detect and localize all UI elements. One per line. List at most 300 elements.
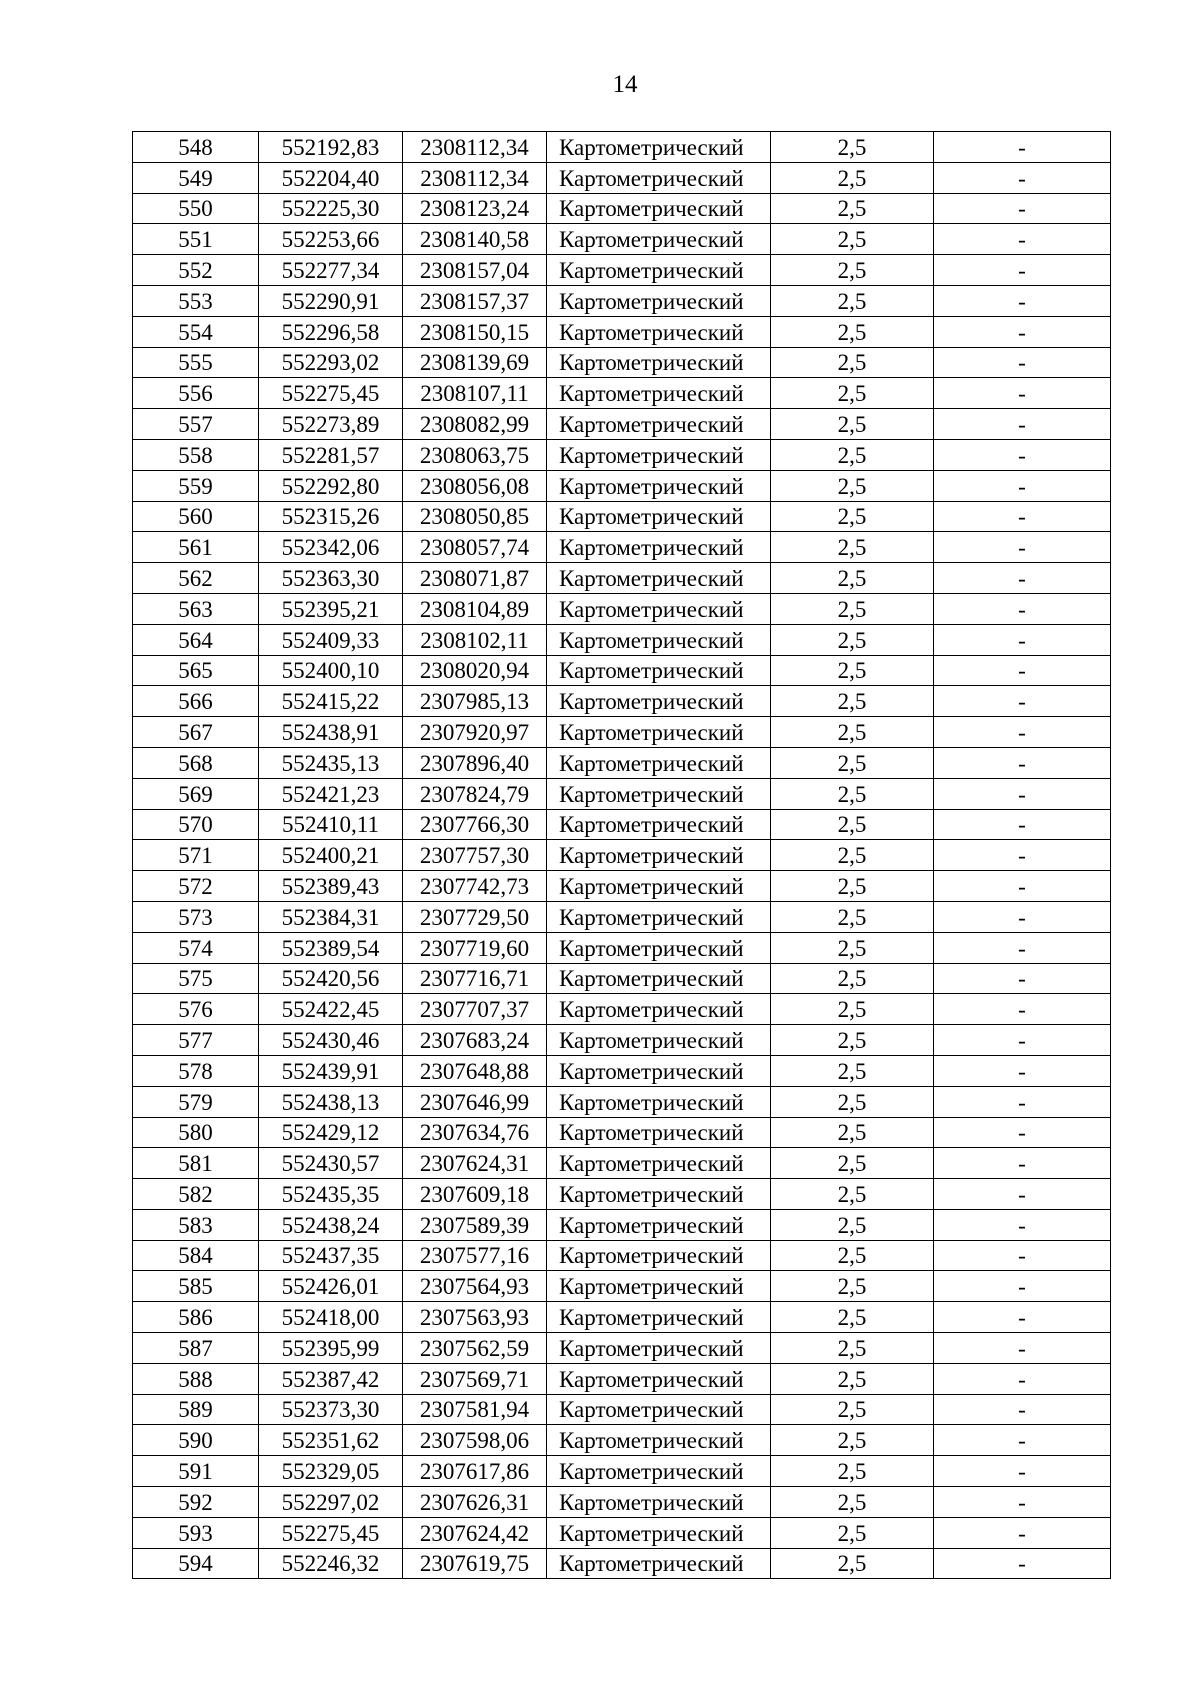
y-coordinate-cell: 2308020,94 (403, 655, 547, 686)
table-row (133, 932, 1111, 963)
accuracy-cell: 2,5 (771, 747, 934, 778)
y-coordinate-cell: 2307985,13 (403, 686, 547, 717)
table-row (133, 901, 1111, 932)
y-coordinate-cell: 2307624,31 (403, 1148, 547, 1179)
method-cell: Картометрический (547, 409, 771, 440)
accuracy-cell: 2,5 (771, 686, 934, 717)
method-cell: Картометрический (547, 1117, 771, 1148)
accuracy-cell: 2,5 (771, 655, 934, 686)
x-coordinate-cell: 552293,02 (259, 347, 403, 378)
y-coordinate-cell: 2307581,94 (403, 1394, 547, 1425)
method-cell: Картометрический (547, 501, 771, 532)
y-coordinate-cell: 2308123,24 (403, 193, 547, 224)
note-cell: - (934, 1517, 1111, 1548)
note-cell: - (934, 224, 1111, 255)
method-cell: Картометрический (547, 871, 771, 902)
accuracy-cell: 2,5 (771, 932, 934, 963)
method-cell: Картометрический (547, 747, 771, 778)
y-coordinate-cell: 2308140,58 (403, 224, 547, 255)
note-cell: - (934, 747, 1111, 778)
y-coordinate-cell: 2307609,18 (403, 1179, 547, 1210)
method-cell: Картометрический (547, 1271, 771, 1302)
table-row (133, 132, 1111, 163)
y-coordinate-cell: 2307648,88 (403, 1055, 547, 1086)
point-number-cell: 569 (133, 778, 259, 809)
point-number-cell: 562 (133, 563, 259, 594)
method-cell: Картометрический (547, 1179, 771, 1210)
method-cell: Картометрический (547, 470, 771, 501)
point-number-cell: 589 (133, 1394, 259, 1425)
x-coordinate-cell: 552437,35 (259, 1240, 403, 1271)
note-cell: - (934, 1425, 1111, 1456)
accuracy-cell: 2,5 (771, 255, 934, 286)
table-row (133, 1425, 1111, 1456)
y-coordinate-cell: 2308112,34 (403, 162, 547, 193)
note-cell: - (934, 901, 1111, 932)
note-cell: - (934, 778, 1111, 809)
note-cell: - (934, 1117, 1111, 1148)
method-cell: Картометрический (547, 1363, 771, 1394)
accuracy-cell: 2,5 (771, 1148, 934, 1179)
method-cell: Картометрический (547, 1333, 771, 1364)
method-cell: Картометрический (547, 1548, 771, 1579)
accuracy-cell: 2,5 (771, 717, 934, 748)
table-row (133, 1394, 1111, 1425)
method-cell: Картометрический (547, 439, 771, 470)
x-coordinate-cell: 552351,62 (259, 1425, 403, 1456)
y-coordinate-cell: 2308139,69 (403, 347, 547, 378)
accuracy-cell: 2,5 (771, 593, 934, 624)
point-number-cell: 588 (133, 1363, 259, 1394)
note-cell: - (934, 193, 1111, 224)
method-cell: Картометрический (547, 778, 771, 809)
point-number-cell: 584 (133, 1240, 259, 1271)
method-cell: Картометрический (547, 316, 771, 347)
table-row (133, 1487, 1111, 1518)
x-coordinate-cell: 552438,91 (259, 717, 403, 748)
method-cell: Картометрический (547, 840, 771, 871)
point-number-cell: 587 (133, 1333, 259, 1364)
x-coordinate-cell: 552409,33 (259, 624, 403, 655)
accuracy-cell: 2,5 (771, 901, 934, 932)
y-coordinate-cell: 2307564,93 (403, 1271, 547, 1302)
note-cell: - (934, 840, 1111, 871)
method-cell: Картометрический (547, 1302, 771, 1333)
note-cell: - (934, 871, 1111, 902)
x-coordinate-cell: 552384,31 (259, 901, 403, 932)
x-coordinate-cell: 552363,30 (259, 563, 403, 594)
y-coordinate-cell: 2307757,30 (403, 840, 547, 871)
note-cell: - (934, 378, 1111, 409)
y-coordinate-cell: 2307563,93 (403, 1302, 547, 1333)
point-number-cell: 558 (133, 439, 259, 470)
x-coordinate-cell: 552292,80 (259, 470, 403, 501)
x-coordinate-cell: 552400,10 (259, 655, 403, 686)
note-cell: - (934, 1548, 1111, 1579)
point-number-cell: 576 (133, 994, 259, 1025)
method-cell: Картометрический (547, 1456, 771, 1487)
accuracy-cell: 2,5 (771, 871, 934, 902)
note-cell: - (934, 316, 1111, 347)
point-number-cell: 578 (133, 1055, 259, 1086)
method-cell: Картометрический (547, 593, 771, 624)
x-coordinate-cell: 552438,13 (259, 1086, 403, 1117)
table-row (133, 285, 1111, 316)
point-number-cell: 561 (133, 532, 259, 563)
point-number-cell: 579 (133, 1086, 259, 1117)
x-coordinate-cell: 552429,12 (259, 1117, 403, 1148)
method-cell: Картометрический (547, 1025, 771, 1056)
note-cell: - (934, 162, 1111, 193)
point-number-cell: 550 (133, 193, 259, 224)
accuracy-cell: 2,5 (771, 809, 934, 840)
accuracy-cell: 2,5 (771, 439, 934, 470)
accuracy-cell: 2,5 (771, 1333, 934, 1364)
note-cell: - (934, 409, 1111, 440)
note-cell: - (934, 439, 1111, 470)
x-coordinate-cell: 552430,57 (259, 1148, 403, 1179)
table-row (133, 747, 1111, 778)
y-coordinate-cell: 2308056,08 (403, 470, 547, 501)
accuracy-cell: 2,5 (771, 963, 934, 994)
table-row (133, 624, 1111, 655)
point-number-cell: 581 (133, 1148, 259, 1179)
table-row (133, 1179, 1111, 1210)
table-row (133, 1055, 1111, 1086)
method-cell: Картометрический (547, 994, 771, 1025)
accuracy-cell: 2,5 (771, 1209, 934, 1240)
table-row (133, 347, 1111, 378)
table-row (133, 593, 1111, 624)
accuracy-cell: 2,5 (771, 162, 934, 193)
method-cell: Картометрический (547, 1148, 771, 1179)
y-coordinate-cell: 2308150,15 (403, 316, 547, 347)
accuracy-cell: 2,5 (771, 1055, 934, 1086)
note-cell: - (934, 686, 1111, 717)
accuracy-cell: 2,5 (771, 285, 934, 316)
method-cell: Картометрический (547, 932, 771, 963)
y-coordinate-cell: 2307562,59 (403, 1333, 547, 1364)
y-coordinate-cell: 2307626,31 (403, 1487, 547, 1518)
note-cell: - (934, 255, 1111, 286)
note-cell: - (934, 1363, 1111, 1394)
point-number-cell: 586 (133, 1302, 259, 1333)
accuracy-cell: 2,5 (771, 1179, 934, 1210)
y-coordinate-cell: 2307589,39 (403, 1209, 547, 1240)
method-cell: Картометрический (547, 532, 771, 563)
y-coordinate-cell: 2308071,87 (403, 563, 547, 594)
table-row (133, 840, 1111, 871)
point-number-cell: 553 (133, 285, 259, 316)
accuracy-cell: 2,5 (771, 840, 934, 871)
table-row (133, 316, 1111, 347)
method-cell: Картометрический (547, 901, 771, 932)
method-cell: Картометрический (547, 1487, 771, 1518)
table-row (133, 994, 1111, 1025)
method-cell: Картометрический (547, 224, 771, 255)
y-coordinate-cell: 2307766,30 (403, 809, 547, 840)
table-row (133, 686, 1111, 717)
note-cell: - (934, 1271, 1111, 1302)
x-coordinate-cell: 552395,21 (259, 593, 403, 624)
x-coordinate-cell: 552296,58 (259, 316, 403, 347)
note-cell: - (934, 994, 1111, 1025)
method-cell: Картометрический (547, 655, 771, 686)
accuracy-cell: 2,5 (771, 470, 934, 501)
note-cell: - (934, 1302, 1111, 1333)
table-row (133, 1025, 1111, 1056)
y-coordinate-cell: 2308082,99 (403, 409, 547, 440)
x-coordinate-cell: 552275,45 (259, 378, 403, 409)
accuracy-cell: 2,5 (771, 193, 934, 224)
note-cell: - (934, 1055, 1111, 1086)
y-coordinate-cell: 2307683,24 (403, 1025, 547, 1056)
table-row (133, 193, 1111, 224)
accuracy-cell: 2,5 (771, 501, 934, 532)
y-coordinate-cell: 2307716,71 (403, 963, 547, 994)
accuracy-cell: 2,5 (771, 378, 934, 409)
note-cell: - (934, 285, 1111, 316)
point-number-cell: 583 (133, 1209, 259, 1240)
accuracy-cell: 2,5 (771, 624, 934, 655)
point-number-cell: 571 (133, 840, 259, 871)
method-cell: Картометрический (547, 1394, 771, 1425)
y-coordinate-cell: 2308157,04 (403, 255, 547, 286)
point-number-cell: 572 (133, 871, 259, 902)
x-coordinate-cell: 552373,30 (259, 1394, 403, 1425)
point-number-cell: 564 (133, 624, 259, 655)
x-coordinate-cell: 552422,45 (259, 994, 403, 1025)
table-row (133, 1240, 1111, 1271)
x-coordinate-cell: 552421,23 (259, 778, 403, 809)
table-row (133, 1333, 1111, 1364)
table-row (133, 1271, 1111, 1302)
x-coordinate-cell: 552415,22 (259, 686, 403, 717)
method-cell: Картометрический (547, 1209, 771, 1240)
note-cell: - (934, 932, 1111, 963)
point-number-cell: 566 (133, 686, 259, 717)
table-row (133, 563, 1111, 594)
method-cell: Картометрический (547, 809, 771, 840)
point-number-cell: 552 (133, 255, 259, 286)
x-coordinate-cell: 552435,35 (259, 1179, 403, 1210)
accuracy-cell: 2,5 (771, 1425, 934, 1456)
note-cell: - (934, 1179, 1111, 1210)
note-cell: - (934, 1333, 1111, 1364)
y-coordinate-cell: 2308063,75 (403, 439, 547, 470)
method-cell: Картометрический (547, 1055, 771, 1086)
table-row (133, 224, 1111, 255)
x-coordinate-cell: 552389,43 (259, 871, 403, 902)
method-cell: Картометрический (547, 1517, 771, 1548)
note-cell: - (934, 717, 1111, 748)
point-number-cell: 577 (133, 1025, 259, 1056)
x-coordinate-cell: 552273,89 (259, 409, 403, 440)
point-number-cell: 559 (133, 470, 259, 501)
note-cell: - (934, 347, 1111, 378)
note-cell: - (934, 532, 1111, 563)
y-coordinate-cell: 2307729,50 (403, 901, 547, 932)
table-row (133, 809, 1111, 840)
y-coordinate-cell: 2308102,11 (403, 624, 547, 655)
table-row (133, 162, 1111, 193)
x-coordinate-cell: 552281,57 (259, 439, 403, 470)
table-row (133, 409, 1111, 440)
point-number-cell: 563 (133, 593, 259, 624)
method-cell: Картометрический (547, 255, 771, 286)
point-number-cell: 575 (133, 963, 259, 994)
point-number-cell: 590 (133, 1425, 259, 1456)
table-row (133, 439, 1111, 470)
accuracy-cell: 2,5 (771, 1240, 934, 1271)
coordinates-table-body (133, 132, 1111, 1579)
note-cell: - (934, 1025, 1111, 1056)
y-coordinate-cell: 2307598,06 (403, 1425, 547, 1456)
note-cell: - (934, 1148, 1111, 1179)
accuracy-cell: 2,5 (771, 224, 934, 255)
method-cell: Картометрический (547, 963, 771, 994)
x-coordinate-cell: 552225,30 (259, 193, 403, 224)
table-row (133, 1548, 1111, 1579)
table-row (133, 378, 1111, 409)
point-number-cell: 580 (133, 1117, 259, 1148)
table-row (133, 1117, 1111, 1148)
note-cell: - (934, 1394, 1111, 1425)
method-cell: Картометрический (547, 686, 771, 717)
table-row (133, 871, 1111, 902)
note-cell: - (934, 593, 1111, 624)
accuracy-cell: 2,5 (771, 347, 934, 378)
table-row (133, 778, 1111, 809)
note-cell: - (934, 1240, 1111, 1271)
y-coordinate-cell: 2307577,16 (403, 1240, 547, 1271)
accuracy-cell: 2,5 (771, 1086, 934, 1117)
point-number-cell: 555 (133, 347, 259, 378)
table-row (133, 1148, 1111, 1179)
point-number-cell: 574 (133, 932, 259, 963)
x-coordinate-cell: 552204,40 (259, 162, 403, 193)
method-cell: Картометрический (547, 347, 771, 378)
method-cell: Картометрический (547, 1425, 771, 1456)
point-number-cell: 594 (133, 1548, 259, 1579)
x-coordinate-cell: 552420,56 (259, 963, 403, 994)
page-number: 14 (612, 71, 638, 98)
table-row (133, 1086, 1111, 1117)
note-cell: - (934, 1487, 1111, 1518)
table-row (133, 1517, 1111, 1548)
method-cell: Картометрический (547, 378, 771, 409)
accuracy-cell: 2,5 (771, 1394, 934, 1425)
point-number-cell: 567 (133, 717, 259, 748)
x-coordinate-cell: 552253,66 (259, 224, 403, 255)
x-coordinate-cell: 552418,00 (259, 1302, 403, 1333)
x-coordinate-cell: 552438,24 (259, 1209, 403, 1240)
method-cell: Картометрический (547, 1240, 771, 1271)
y-coordinate-cell: 2308112,34 (403, 132, 547, 163)
accuracy-cell: 2,5 (771, 1487, 934, 1518)
y-coordinate-cell: 2308057,74 (403, 532, 547, 563)
coordinates-table (132, 131, 1111, 1579)
y-coordinate-cell: 2307707,37 (403, 994, 547, 1025)
method-cell: Картометрический (547, 624, 771, 655)
point-number-cell: 593 (133, 1517, 259, 1548)
method-cell: Картометрический (547, 1086, 771, 1117)
note-cell: - (934, 1086, 1111, 1117)
accuracy-cell: 2,5 (771, 994, 934, 1025)
point-number-cell: 565 (133, 655, 259, 686)
note-cell: - (934, 624, 1111, 655)
table-row (133, 255, 1111, 286)
accuracy-cell: 2,5 (771, 778, 934, 809)
point-number-cell: 554 (133, 316, 259, 347)
table-row (133, 1302, 1111, 1333)
x-coordinate-cell: 552277,34 (259, 255, 403, 286)
method-cell: Картометрический (547, 193, 771, 224)
accuracy-cell: 2,5 (771, 1363, 934, 1394)
point-number-cell: 582 (133, 1179, 259, 1210)
accuracy-cell: 2,5 (771, 563, 934, 594)
accuracy-cell: 2,5 (771, 316, 934, 347)
point-number-cell: 570 (133, 809, 259, 840)
x-coordinate-cell: 552297,02 (259, 1487, 403, 1518)
point-number-cell: 548 (133, 132, 259, 163)
method-cell: Картометрический (547, 132, 771, 163)
y-coordinate-cell: 2307634,76 (403, 1117, 547, 1148)
y-coordinate-cell: 2307742,73 (403, 871, 547, 902)
y-coordinate-cell: 2307824,79 (403, 778, 547, 809)
y-coordinate-cell: 2307617,86 (403, 1456, 547, 1487)
table-row (133, 501, 1111, 532)
accuracy-cell: 2,5 (771, 1548, 934, 1579)
x-coordinate-cell: 552329,05 (259, 1456, 403, 1487)
x-coordinate-cell: 552342,06 (259, 532, 403, 563)
x-coordinate-cell: 552315,26 (259, 501, 403, 532)
note-cell: - (934, 563, 1111, 594)
y-coordinate-cell: 2307920,97 (403, 717, 547, 748)
note-cell: - (934, 655, 1111, 686)
y-coordinate-cell: 2307569,71 (403, 1363, 547, 1394)
x-coordinate-cell: 552426,01 (259, 1271, 403, 1302)
x-coordinate-cell: 552389,54 (259, 932, 403, 963)
x-coordinate-cell: 552439,91 (259, 1055, 403, 1086)
y-coordinate-cell: 2307646,99 (403, 1086, 547, 1117)
method-cell: Картометрический (547, 717, 771, 748)
table-row (133, 717, 1111, 748)
y-coordinate-cell: 2308050,85 (403, 501, 547, 532)
point-number-cell: 585 (133, 1271, 259, 1302)
point-number-cell: 556 (133, 378, 259, 409)
note-cell: - (934, 1209, 1111, 1240)
table-row (133, 1363, 1111, 1394)
y-coordinate-cell: 2307719,60 (403, 932, 547, 963)
point-number-cell: 568 (133, 747, 259, 778)
x-coordinate-cell: 552395,99 (259, 1333, 403, 1364)
accuracy-cell: 2,5 (771, 1456, 934, 1487)
note-cell: - (934, 470, 1111, 501)
method-cell: Картометрический (547, 563, 771, 594)
x-coordinate-cell: 552430,46 (259, 1025, 403, 1056)
x-coordinate-cell: 552275,45 (259, 1517, 403, 1548)
method-cell: Картометрический (547, 285, 771, 316)
point-number-cell: 551 (133, 224, 259, 255)
point-number-cell: 560 (133, 501, 259, 532)
point-number-cell: 549 (133, 162, 259, 193)
note-cell: - (934, 963, 1111, 994)
accuracy-cell: 2,5 (771, 132, 934, 163)
y-coordinate-cell: 2307896,40 (403, 747, 547, 778)
y-coordinate-cell: 2308107,11 (403, 378, 547, 409)
point-number-cell: 591 (133, 1456, 259, 1487)
